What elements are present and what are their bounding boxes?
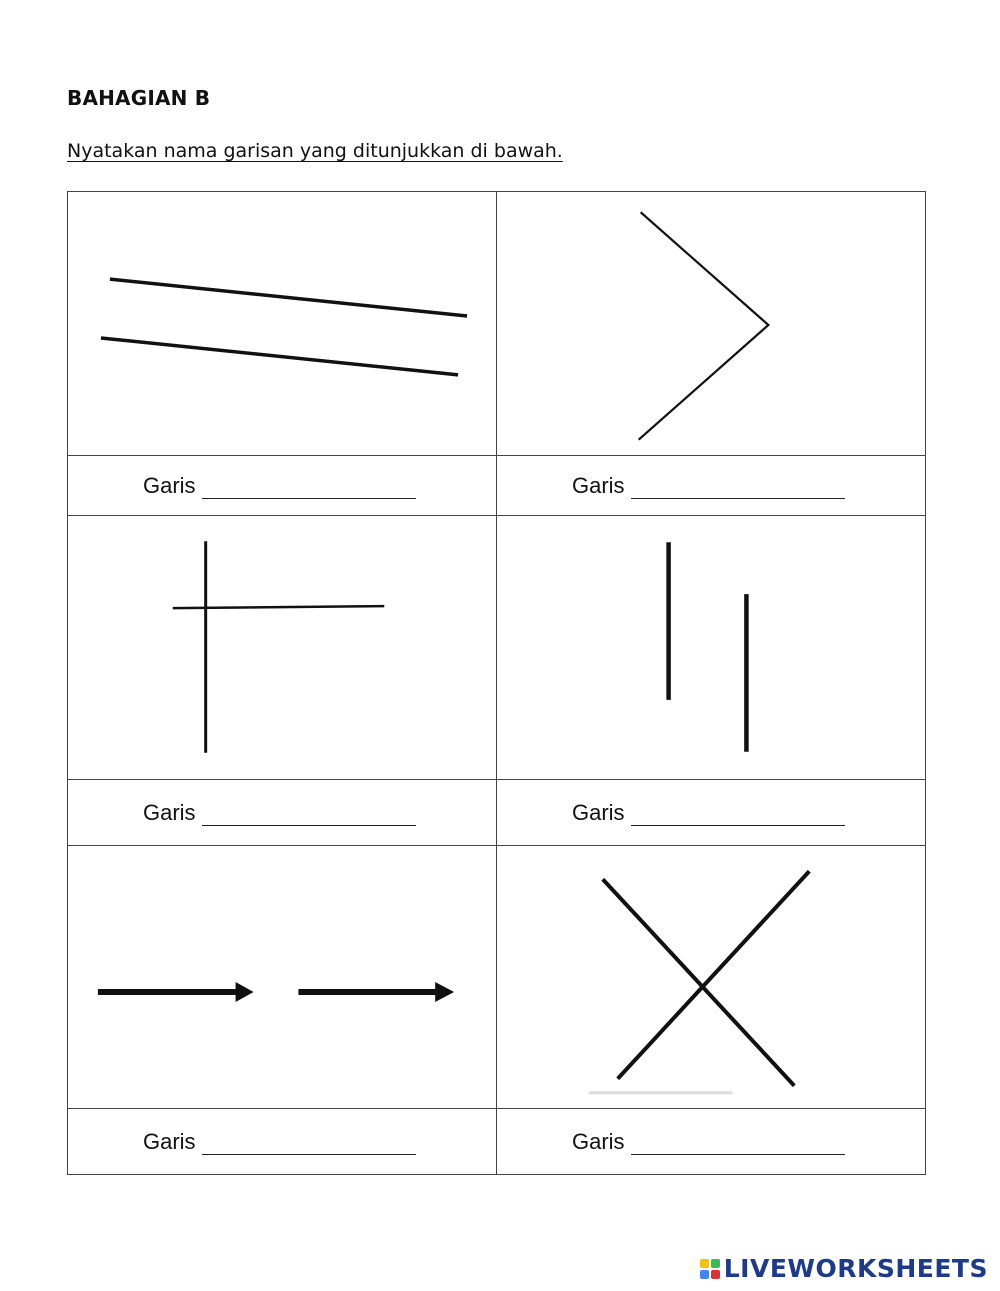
answer-cell-5	[68, 1109, 497, 1175]
answer-label: Garis	[572, 799, 625, 825]
liveworksheets-brand	[700, 1254, 988, 1283]
worksheet-table	[67, 191, 926, 1175]
figure-cell-6	[497, 846, 926, 1109]
logo-block	[711, 1259, 720, 1268]
answer-blank[interactable]	[631, 1136, 845, 1155]
section-heading: BAHAGIAN B	[67, 86, 211, 110]
figure-cell-5	[68, 846, 497, 1109]
answer-label: Garis	[143, 799, 196, 825]
answer-cell-3	[68, 780, 497, 846]
figure-cell-3	[68, 516, 497, 780]
figure-vertical-parallel	[497, 516, 925, 779]
figure-cell-1	[68, 192, 497, 456]
answer-blank[interactable]	[202, 480, 416, 499]
answer-cell-6	[497, 1109, 926, 1175]
answer-cell-2	[497, 456, 926, 516]
figure-intersecting	[497, 846, 925, 1108]
answer-label: Garis	[572, 472, 625, 498]
figure-arrows	[68, 846, 496, 1108]
figure-perpendicular	[68, 516, 496, 779]
answer-blank[interactable]	[631, 807, 845, 826]
logo-block	[700, 1270, 709, 1279]
answer-label: Garis	[143, 1128, 196, 1154]
instruction-text: Nyatakan nama garisan yang ditunjukkan di bawah.	[67, 140, 563, 162]
figure-angle	[497, 192, 925, 455]
figure-parallel-slanted	[68, 192, 496, 455]
answer-blank[interactable]	[631, 480, 845, 499]
brand-name: LIVEWORKSHEETS	[723, 1254, 988, 1283]
figure-cell-4	[497, 516, 926, 780]
answer-blank[interactable]	[202, 1136, 416, 1155]
answer-blank[interactable]	[202, 807, 416, 826]
brand-logo-icon	[700, 1259, 720, 1279]
answer-label: Garis	[143, 472, 196, 498]
answer-label: Garis	[572, 1128, 625, 1154]
logo-block	[700, 1259, 709, 1268]
answer-cell-1	[68, 456, 497, 516]
logo-block	[711, 1270, 720, 1279]
answer-cell-4	[497, 780, 926, 846]
figure-cell-2	[497, 192, 926, 456]
